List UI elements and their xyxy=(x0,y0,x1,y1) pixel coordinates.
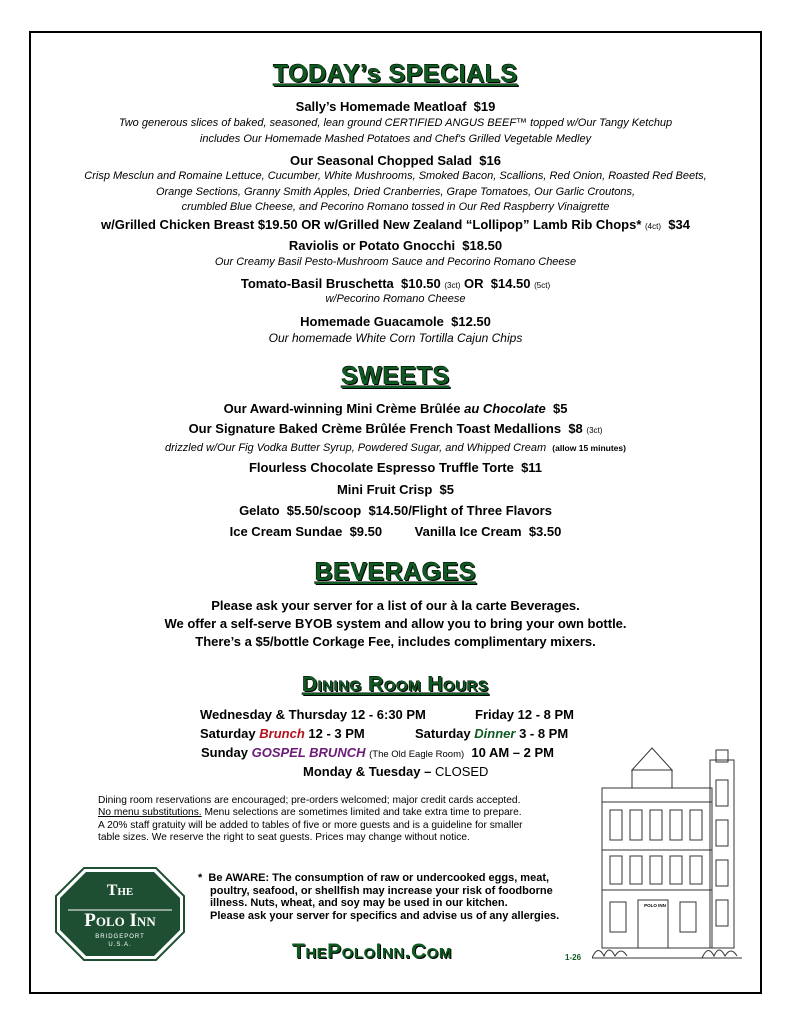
website-link[interactable]: ThePoloInn.Com xyxy=(292,940,452,963)
aware-line-4: Please ask your server for specifics and advise us of any allergies. xyxy=(210,909,560,922)
beverages-line-3: There’s a $5/bottle Corkage Fee, includes complimentary mixers. xyxy=(195,634,596,649)
polo-inn-logo xyxy=(54,866,186,962)
allergy-notice xyxy=(198,872,598,922)
dining-notes xyxy=(98,795,598,844)
creme-brulee-item: Our Award-winning Mini Crème Brûlée au Chocolate $5 xyxy=(223,401,568,416)
logo-city: BRIDGEPORT xyxy=(95,934,145,940)
logo-the: The xyxy=(106,882,134,899)
notes-line-4: table sizes. We reserve the right to seat guests. Prices may change without notice. xyxy=(98,831,470,843)
menu-code: 1-26 xyxy=(565,953,582,962)
aware-line-3: illness. Nuts, wheat, and soy may be used in our kitchen. xyxy=(210,897,508,910)
fruit-crisp-item: Mini Fruit Crisp $5 xyxy=(336,482,455,497)
salad-addon: w/Grilled Chicken Breast $19.50 OR w/Grilled New Zealand “Lollipop” Lamb Rib Chops* (4ct) $34 xyxy=(101,217,690,232)
bruschetta-item: Tomato-Basil Bruschetta $10.50 (3ct) OR $14.50 (5ct) xyxy=(240,276,551,291)
salad-item: Our Seasonal Chopped Salad $16 xyxy=(290,153,501,168)
hours-title: Dining Room Hours xyxy=(302,673,489,696)
meatloaf-desc-2: includes Our Homemade Mashed Potatoes and Chef's Grilled Vegetable Medley xyxy=(199,133,592,145)
ravioli-item: Raviolis or Potato Gnocchi $18.50 xyxy=(288,238,503,253)
beverages-line-1: Please ask your server for a list of our à la carte Beverages. xyxy=(211,598,580,613)
salad-desc-3: crumbled Blue Cheese, and Pecorino Romano tossed in Our Red Raspberry Vinaigrette xyxy=(181,201,610,213)
aware-line-1: * Be AWARE: The consumption of raw or undercooked eggs, meat, xyxy=(198,872,550,884)
meatloaf-desc-1: Two generous slices of baked, seasoned, lean ground CERTIFIED ANGUS BEEF™ topped w/Our Tangy Ketchup xyxy=(118,117,673,129)
beverages-line-2: We offer a self-serve BYOB system and allow you to bring your own bottle. xyxy=(164,616,627,631)
ravioli-desc: Our Creamy Basil Pesto-Mushroom Sauce and Pecorino Romano Cheese xyxy=(214,256,577,268)
hours-wed-thu: Wednesday & Thursday 12 - 6:30 PM xyxy=(200,707,426,722)
gelato-item: Gelato $5.50/scoop $14.50/Flight of Three Flavors xyxy=(239,503,552,518)
torte-item: Flourless Chocolate Espresso Truffle Torte $11 xyxy=(248,460,543,475)
beverages-title: BEVERAGES xyxy=(314,558,477,586)
notes-line-3: A 20% staff gratuity will be added to tables of five or more guests and is a guideline for smaller xyxy=(98,819,523,831)
salad-desc-2: Orange Sections, Granny Smith Apples, Dried Cranberries, Grape Tomatoes, Our Garlic Croutons, xyxy=(155,186,636,198)
hours-mon-tue: Monday & Tuesday – CLOSED xyxy=(303,764,489,779)
meatloaf-item: Sally’s Homemade Meatloaf $19 xyxy=(295,99,496,114)
logo-country: U.S.A. xyxy=(108,942,132,948)
french-toast-item: Our Signature Baked Crème Brûlée French Toast Medallions $8 (3ct) xyxy=(188,421,603,436)
building-illustration xyxy=(592,740,742,970)
hours-fri: Friday 12 - 8 PM xyxy=(475,707,574,722)
notes-line-2: No menu substitutions. Menu selections are sometimes limited and take extra time to prepare. xyxy=(98,807,522,819)
aware-line-2: poultry, seafood, or shellfish may increase your risk of foodborne xyxy=(210,884,553,897)
specials-title: TODAY’s SPECIALS xyxy=(273,60,518,88)
hours-sat-dinner: Saturday Dinner 3 - 8 PM xyxy=(415,726,569,741)
guacamole-desc: Our homemade White Corn Tortilla Cajun Chips xyxy=(268,331,523,345)
ice-cream-item: Ice Cream Sundae $9.50 Vanilla Ice Cream $3.50 xyxy=(229,524,562,539)
hours-sunday: Sunday GOSPEL BRUNCH (The Old Eagle Room) 10 AM – 2 PM xyxy=(201,745,554,760)
french-toast-desc: drizzled w/Our Fig Vodka Butter Syrup, Powdered Sugar, and Whipped Cream (allow 15 minutes) xyxy=(165,442,626,454)
sweets-title: SWEETS xyxy=(341,362,450,390)
logo-name: Polo Inn xyxy=(84,910,156,931)
salad-desc-1: Crisp Mesclun and Romaine Lettuce, Cucumber, White Mushrooms, Smoked Bacon, Scallions, Red Onion, Roasted Red Beets, xyxy=(84,170,707,182)
building-sign: POLO INN xyxy=(644,903,666,908)
bruschetta-desc: w/Pecorino Romano Cheese xyxy=(325,293,466,305)
guacamole-item: Homemade Guacamole $12.50 xyxy=(300,314,491,329)
notes-line-1: Dining room reservations are encouraged; pre-orders welcomed; major credit cards accepted. xyxy=(98,795,521,806)
hours-sat-brunch: Saturday Brunch 12 - 3 PM xyxy=(200,726,365,741)
